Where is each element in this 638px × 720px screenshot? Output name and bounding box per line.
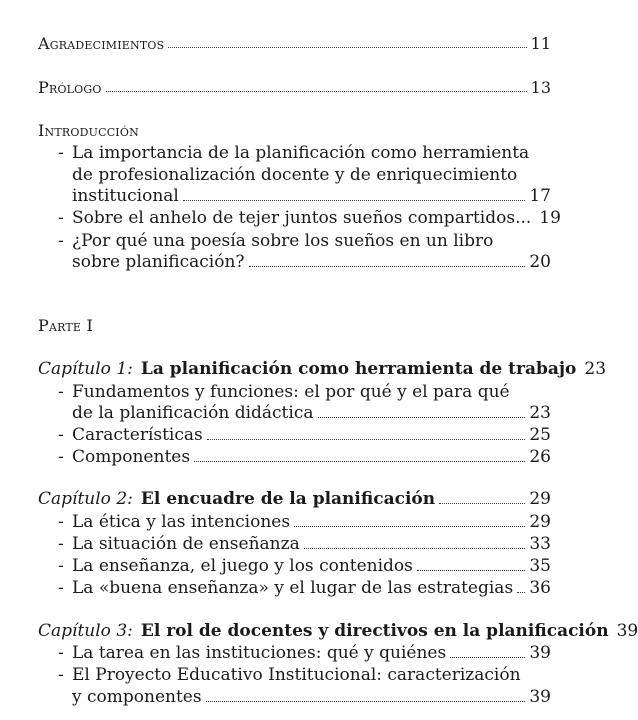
toc-page-number: 19 (539, 208, 561, 228)
leader-dots (168, 46, 526, 48)
toc-entry-title: La ética y las intenciones (72, 512, 291, 532)
toc-entry-line: y componentes (72, 687, 202, 707)
toc-page-number: 39 (529, 643, 551, 663)
toc-entry-title: La tarea en las instituciones: qué y quiénes (72, 643, 447, 663)
leader-dots (294, 525, 525, 527)
leader-dots (106, 90, 527, 92)
toc-page-number: 35 (529, 556, 551, 576)
toc-page-number: 39 (529, 687, 551, 707)
toc-entry-cap2-buena-ensenanza[interactable] (72, 578, 551, 598)
toc-entry-title: Componentes (72, 447, 191, 467)
leader-dots (517, 591, 525, 593)
toc-entry-cap2-etica[interactable] (72, 512, 551, 532)
toc-entry-line: Fundamentos y funciones: el por qué y el para qué (72, 382, 510, 402)
toc-page-number: 29 (529, 489, 551, 509)
toc-page-number: 20 (529, 252, 551, 272)
bullet-dash: - (58, 382, 64, 402)
toc-page-number: 39 (616, 621, 638, 641)
leader-dots (439, 502, 525, 504)
toc-entry-agradecimientos[interactable] (38, 34, 551, 53)
chapter-label: Capítulo 2: (38, 489, 133, 509)
toc-page-number: 13 (530, 78, 551, 97)
leader-dots (183, 199, 525, 201)
toc-entry-intro-anhelo[interactable] (72, 208, 561, 228)
toc-entry-line: La importancia de la planificación como herramienta (72, 143, 530, 163)
leader-dots (194, 460, 525, 462)
bullet-dash: - (58, 665, 64, 685)
leader-dots (318, 416, 526, 418)
bullet-dash: - (58, 643, 64, 663)
bullet-dash: - (58, 208, 64, 228)
toc-entry-intro-importancia[interactable] (72, 186, 551, 206)
toc-page-number: 36 (529, 578, 551, 598)
toc-chapter-2[interactable] (38, 489, 551, 509)
toc-entry-line: institucional (72, 186, 179, 206)
chapter-label: Capítulo 3: (38, 621, 133, 641)
toc-entry-cap2-situacion[interactable] (72, 534, 551, 554)
toc-page-number: 25 (529, 425, 551, 445)
toc-entry-line: ¿Por qué una poesía sobre los sueños en un libro (72, 231, 494, 251)
toc-entry-title: Prólogo (38, 78, 102, 97)
chapter-title: La planificación como herramienta de trabajo (140, 359, 577, 379)
chapter-title: El encuadre de la planificación (140, 489, 436, 509)
toc-entry-title: La enseñanza, el juego y los contenidos (72, 556, 413, 576)
toc-page-number: 23 (584, 359, 607, 379)
bullet-dash: - (58, 512, 64, 532)
toc-entry-title: La situación de enseñanza (72, 534, 300, 554)
toc-page-number: 17 (529, 186, 551, 206)
leader-dots (206, 700, 526, 702)
toc-entry-line: de profesionalización docente y de enriquecimiento (72, 165, 518, 185)
bullet-dash: - (58, 578, 64, 598)
toc-page-number: 11 (530, 34, 551, 53)
toc-entry-cap2-juego[interactable] (72, 556, 551, 576)
toc-page-number: 23 (529, 403, 551, 423)
leader-dots (417, 569, 525, 571)
leader-dots (249, 265, 526, 267)
toc-entry-title: Agradecimientos (38, 34, 165, 53)
leader-dots (450, 656, 525, 658)
toc-entry-cap1-fundamentos[interactable] (72, 403, 551, 423)
toc-entry-cap1-componentes[interactable] (72, 447, 551, 467)
toc-entry-title: Sobre el anhelo de tejer juntos sueños compartidos... (72, 208, 532, 228)
toc-page-number: 26 (529, 447, 551, 467)
toc-entry-title: La «buena enseñanza» y el lugar de las estrategias (72, 578, 514, 598)
toc-page-number: 33 (529, 534, 551, 554)
toc-page-number: 29 (529, 512, 551, 532)
toc-chapter-3[interactable] (38, 621, 638, 641)
toc-entry-line: de la planificación didáctica (72, 403, 314, 423)
bullet-dash: - (58, 425, 64, 445)
chapter-title: El rol de docentes y directivos en la planificación (140, 621, 609, 641)
bullet-dash: - (58, 556, 64, 576)
toc-entry-line: El Proyecto Educativo Institucional: caracterización (72, 665, 521, 685)
section-heading-introduccion: Introducción (38, 121, 139, 140)
bullet-dash: - (58, 231, 64, 251)
bullet-dash: - (58, 534, 64, 554)
bullet-dash: - (58, 447, 64, 467)
leader-dots (304, 547, 526, 549)
toc-entry-prologo[interactable] (38, 78, 551, 97)
toc-entry-title: Características (72, 425, 203, 445)
toc-entry-cap3-pei[interactable] (72, 687, 551, 707)
part-heading: Parte I (38, 316, 93, 335)
toc-entry-intro-poesia[interactable] (72, 252, 551, 272)
toc-entry-line: sobre planificación? (72, 252, 245, 272)
toc-entry-cap1-caracteristicas[interactable] (72, 425, 551, 445)
bullet-dash: - (58, 143, 64, 163)
toc-chapter-1[interactable] (38, 359, 607, 379)
chapter-label: Capítulo 1: (38, 359, 133, 379)
toc-entry-cap3-tarea[interactable] (72, 643, 551, 663)
leader-dots (207, 438, 526, 440)
